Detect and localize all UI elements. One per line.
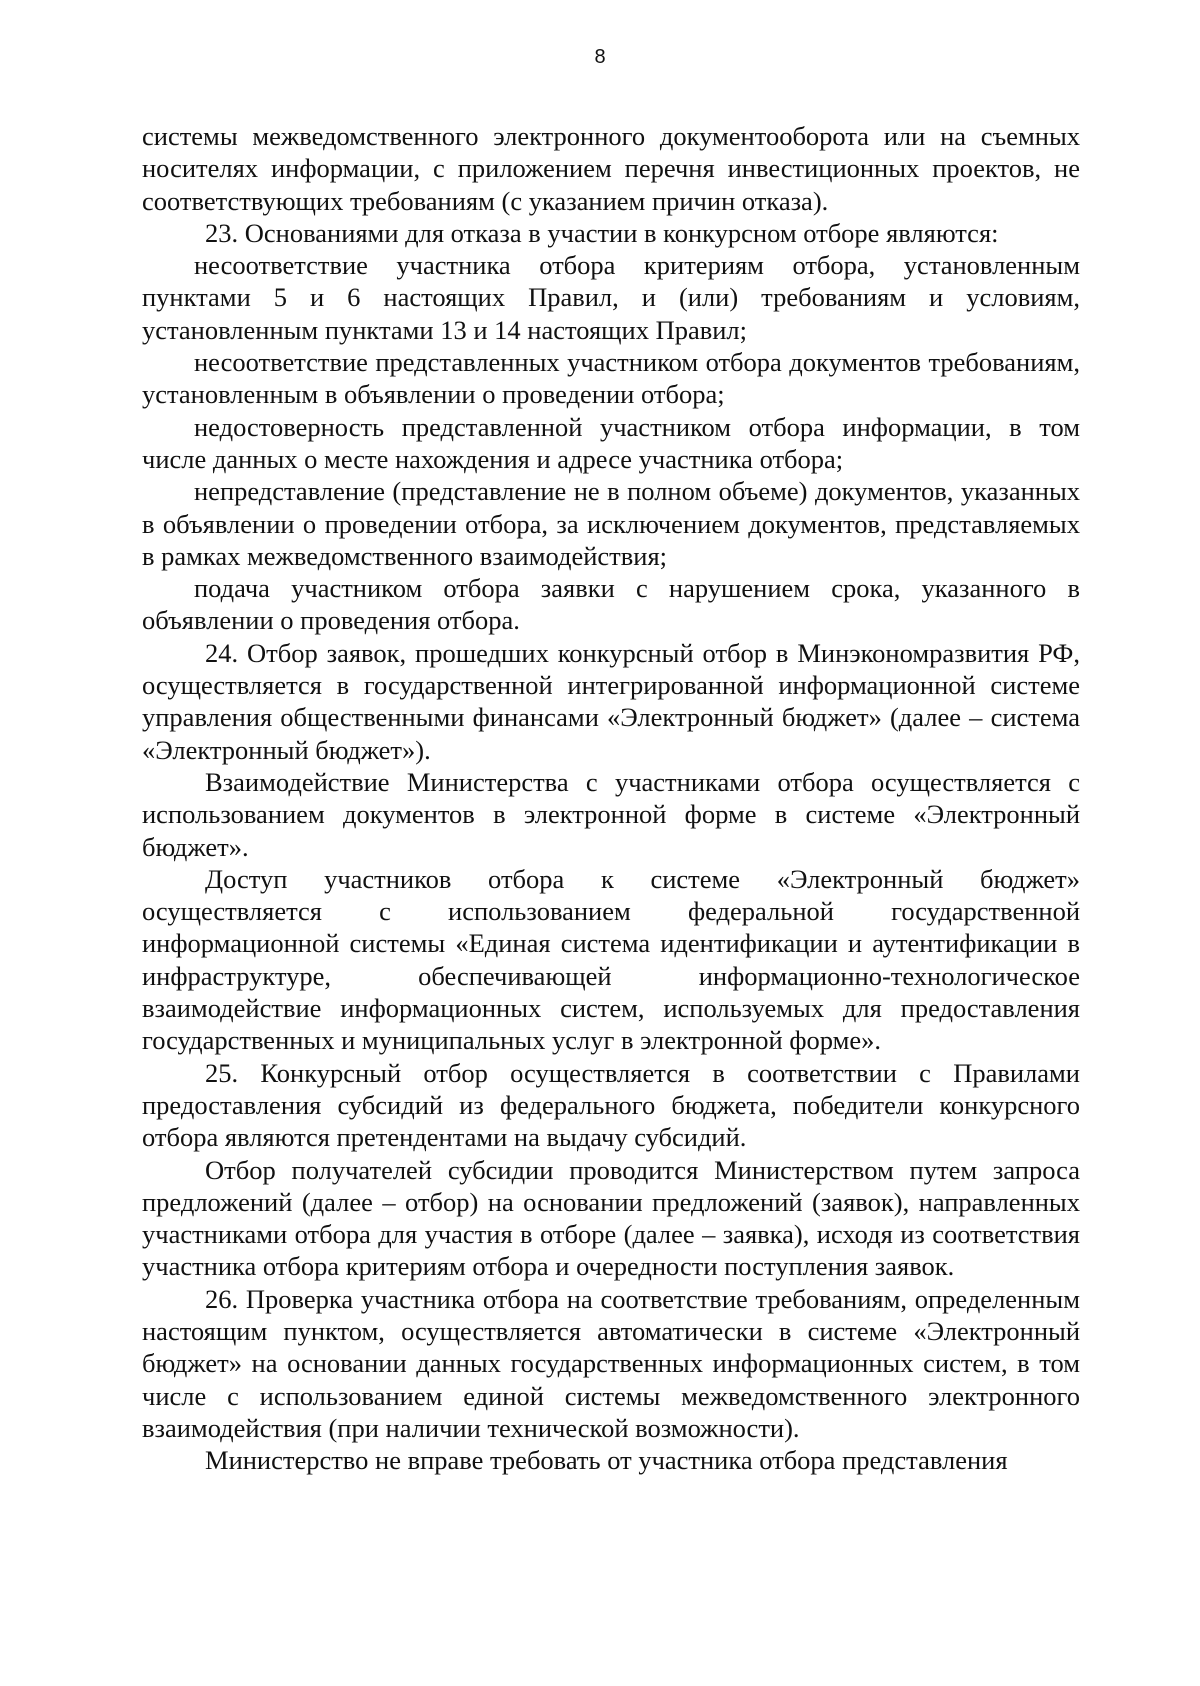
paragraph-ground-3: недостоверность представленной участником отбора информации, в том числе данных о месте нахождения и адресе участника отбора; (142, 411, 1080, 474)
paragraph-item-25: 25. Конкурсный отбор осуществляется в соответствии с Правилами предоставления субсидий из федерального бюджета, победители конкурсного отбора являются претендентами на выдачу субсидий. (142, 1057, 1080, 1153)
paragraph-item-26: 26. Проверка участника отбора на соответствие требованиям, определенным настоящим пунктом, осуществляется автоматически в системе «Электронный бюджет» на основании данных государственных информационных систем, в том числе с использованием единой системы межведомственного электронного взаимодействия (при наличии технической возможности). (142, 1283, 1080, 1443)
paragraph-item-24: 24. Отбор заявок, прошедших конкурсный отбор в Минэкономразвития РФ, осуществляется в государственной интегрированной информационной системе управления общественными финансами «Электронный бюджет» (далее – система «Электронный бюджет»). (142, 637, 1080, 765)
paragraph-ground-5: подача участником отбора заявки с нарушением срока, указанного в объявлении о проведения отбора. (142, 573, 1080, 636)
paragraph-interaction: Взаимодействие Министерства с участниками отбора осуществляется с использованием документов в электронной форме в системе «Электронный бюджет». (142, 766, 1080, 862)
page-number: 8 (594, 46, 606, 68)
paragraph-ground-4: непредставление (представление не в полном объеме) документов, указанных в объявлении о проведении отбора, за исключением документов, представляемых в рамках межведомственного взаимодействия; (142, 476, 1080, 571)
paragraph-ground-2: несоответствие представленных участником отбора документов требованиям, установленным в объявлении о проведении отбора; (142, 347, 1080, 410)
paragraph-item-23: 23. Основаниями для отказа в участии в конкурсном отборе являются: (205, 217, 999, 248)
paragraph-selection: Отбор получателей субсидии проводится Министерством путем запроса предложений (далее – отбор) на основании предложений (заявок), направленных участниками отбора для участия в отборе (далее – заявка), исходя из соответствия участника отбора критериям отбора и очередности поступления заявок. (142, 1154, 1080, 1282)
paragraph-access: Доступ участников отбора к системе «Электронный бюджет» осуществляется с использованием федеральной государственной информационной системы «Единая система идентификации и аутентификации в инфраструктуре, обеспечивающей информационно-технологическое взаимодействие информационных систем, используемых для предоставления государственных и муниципальных услуг в электронной форме». (142, 863, 1080, 1056)
document-body (142, 120, 1080, 1476)
paragraph-continuation: системы межведомственного электронного документооборота или на съемных носителях информации, с приложением перечня инвестиционных проектов, не соответствующих требованиям (с указанием причин отказа). (142, 121, 1080, 216)
paragraph-ministry: Министерство не вправе требовать от участника отбора представления (205, 1445, 1008, 1476)
paragraph-ground-1: несоответствие участника отбора критериям отбора, установленным пунктами 5 и 6 настоящих Правил, и (или) требованиям и условиям, установленным пунктами 13 и 14 настоящих Правил; (142, 250, 1080, 345)
